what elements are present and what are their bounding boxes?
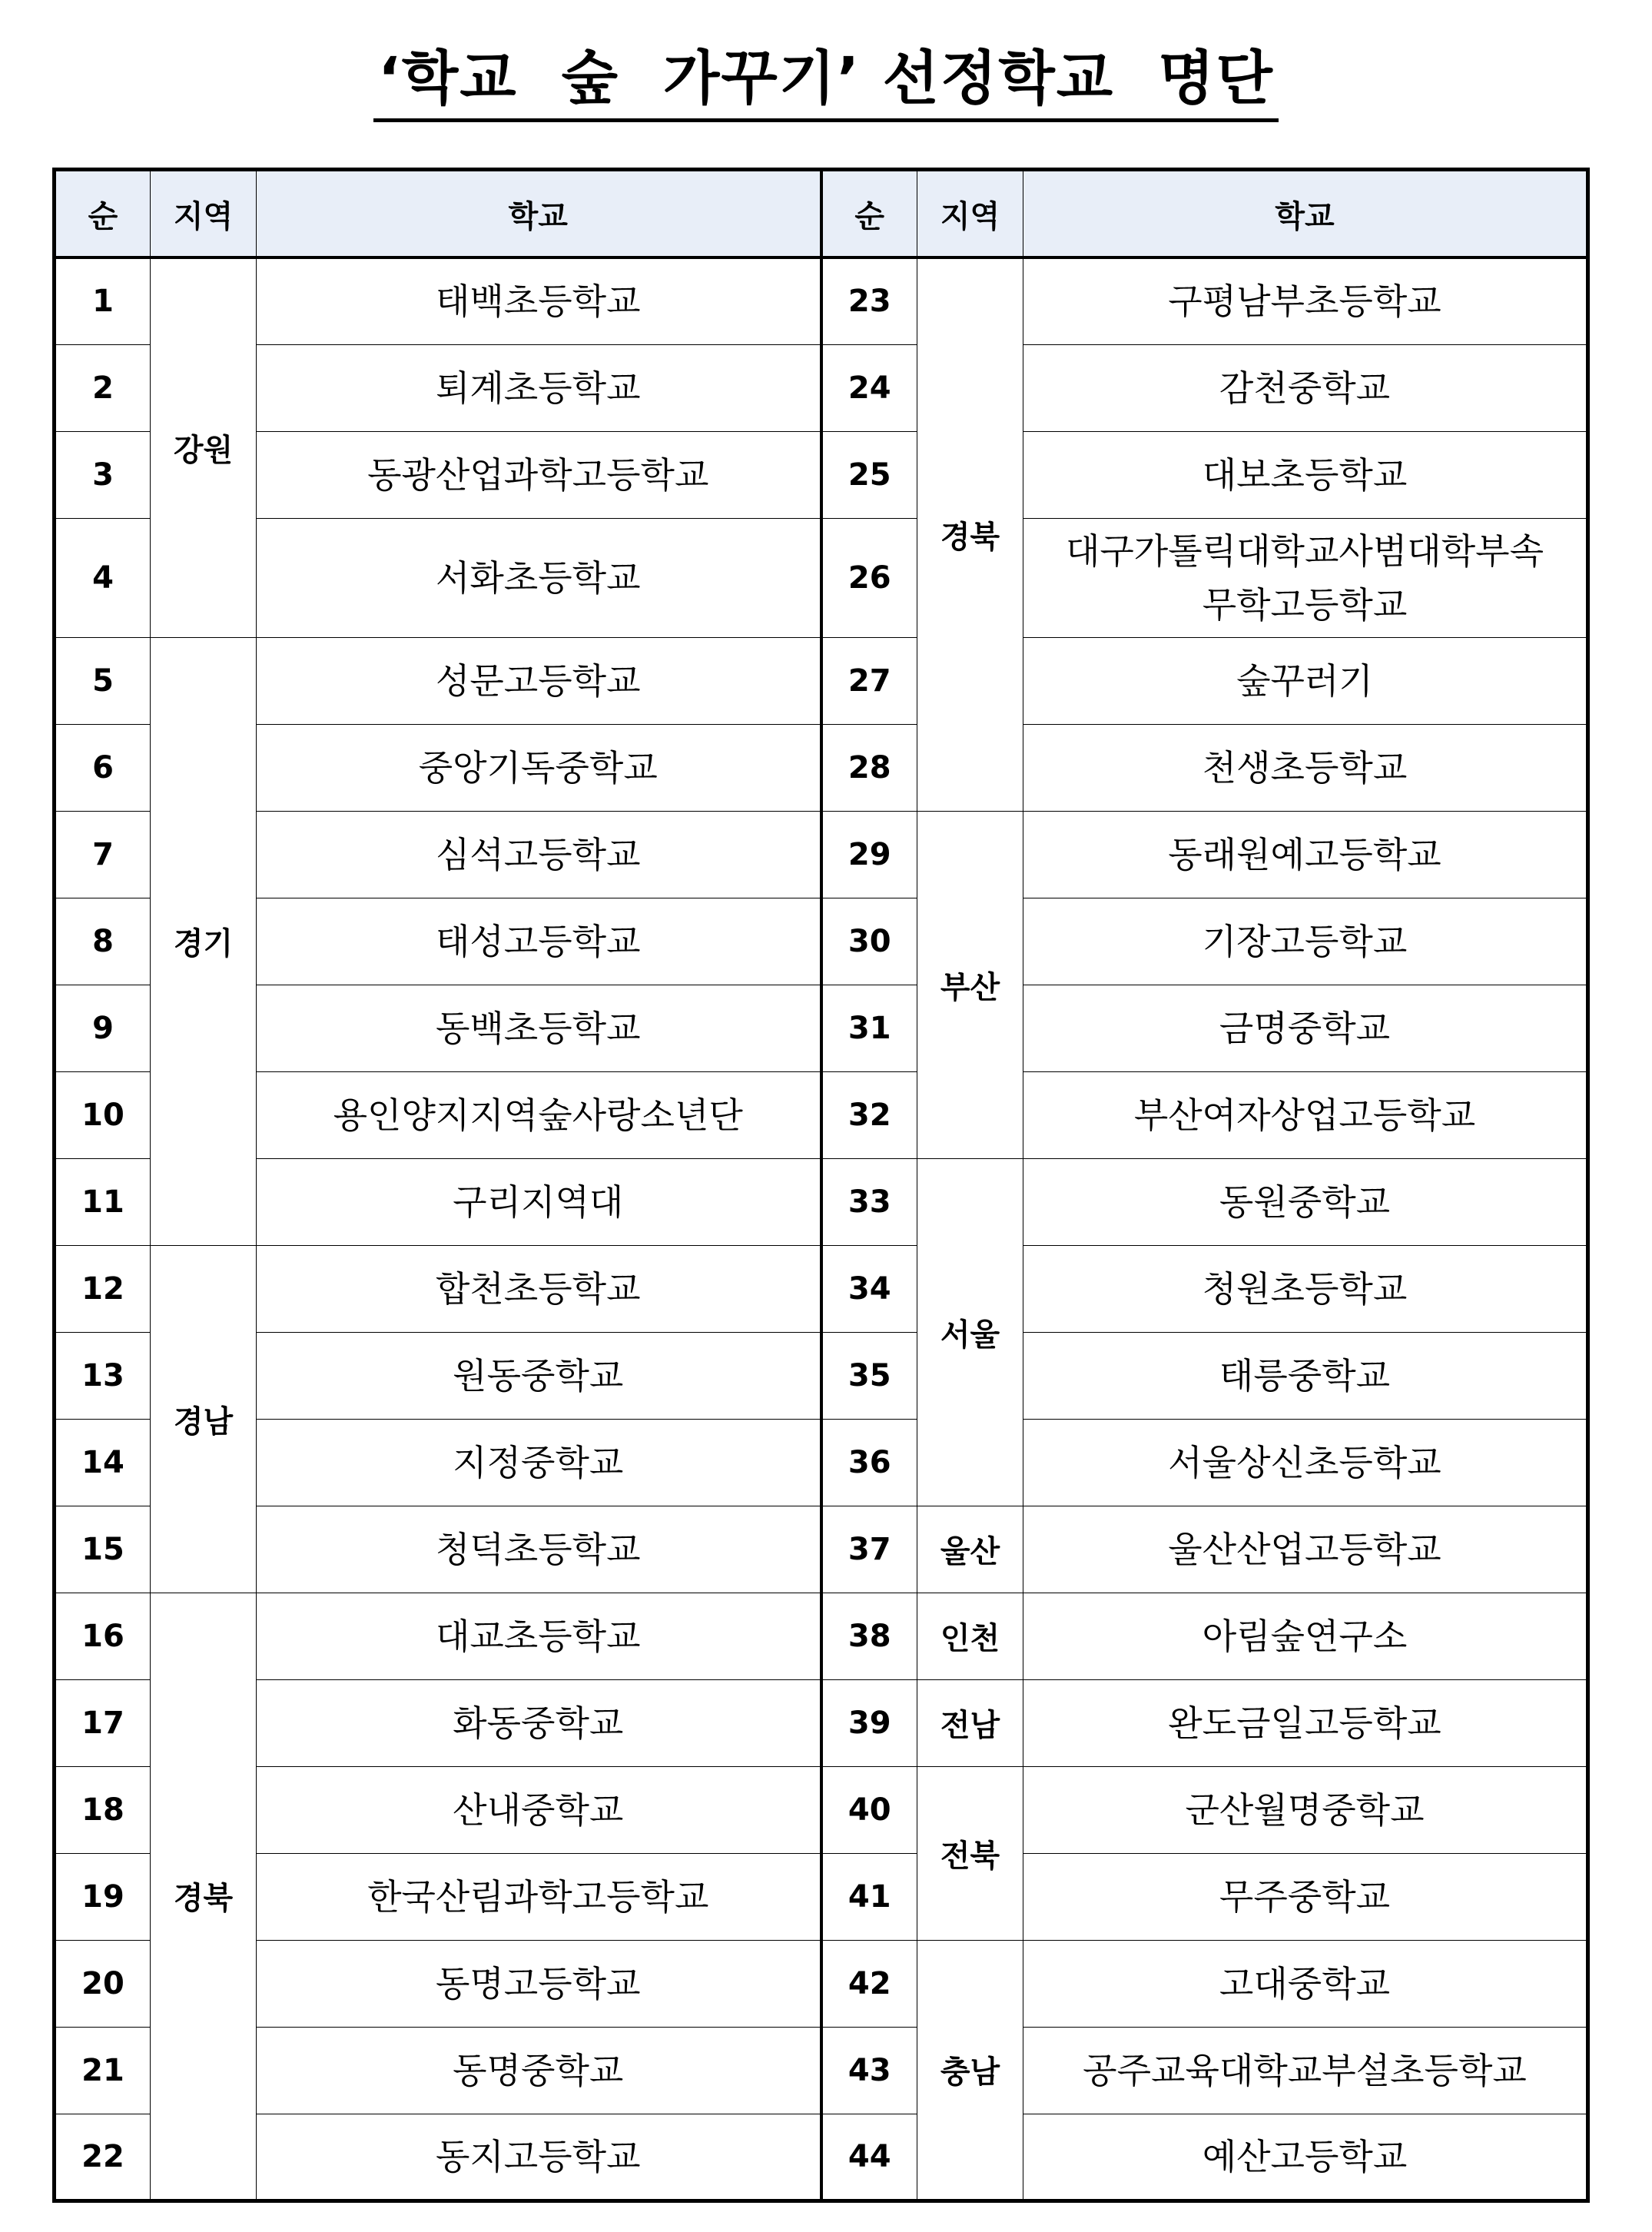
school-name-line2: 무학고등학교 xyxy=(1202,583,1408,626)
school-name: 중앙기독중학교 xyxy=(257,724,821,811)
table-row xyxy=(55,518,1588,637)
region-cell: 경북 xyxy=(151,1593,257,2200)
row-number: 18 xyxy=(55,1766,151,1853)
school-name: 심석고등학교 xyxy=(257,811,821,898)
school-name: 동원중학교 xyxy=(1023,1158,1588,1245)
table-row xyxy=(55,257,1588,344)
region-cell: 전남 xyxy=(917,1679,1023,1766)
school-name: 부산여자상업고등학교 xyxy=(1023,1071,1588,1158)
row-number: 27 xyxy=(821,637,917,724)
row-number: 6 xyxy=(55,724,151,811)
school-name: 아림숲연구소 xyxy=(1023,1593,1588,1679)
table-row xyxy=(55,1158,1588,1245)
school-name: 군산월명중학교 xyxy=(1023,1766,1588,1853)
row-number: 23 xyxy=(821,257,917,344)
school-name: 태릉중학교 xyxy=(1023,1332,1588,1419)
school-name: 공주교육대학교부설초등학교 xyxy=(1023,2027,1588,2114)
school-name: 지정중학교 xyxy=(257,1419,821,1506)
school-name: 용인양지지역숲사랑소년단 xyxy=(257,1071,821,1158)
table-row xyxy=(55,1593,1588,1679)
school-name: 서울상신초등학교 xyxy=(1023,1419,1588,1506)
header-row xyxy=(55,170,1588,258)
school-name: 합천초등학교 xyxy=(257,1245,821,1332)
school-name: 천생초등학교 xyxy=(1023,724,1588,811)
school-name: 원동중학교 xyxy=(257,1332,821,1419)
row-number: 15 xyxy=(55,1506,151,1593)
school-name: 완도금일고등학교 xyxy=(1023,1679,1588,1766)
region-cell: 서울 xyxy=(917,1158,1023,1506)
table-row xyxy=(55,1853,1588,1940)
row-number: 36 xyxy=(821,1419,917,1506)
document-title: ‘학교 숲 가꾸기’ 선정학교 명단 xyxy=(373,40,1279,122)
school-name: 태성고등학교 xyxy=(257,898,821,985)
region-cell: 경남 xyxy=(151,1245,257,1593)
table-row xyxy=(55,1679,1588,1766)
school-name: 동지고등학교 xyxy=(257,2114,821,2200)
school-name: 산내중학교 xyxy=(257,1766,821,1853)
row-number: 20 xyxy=(55,1940,151,2027)
school-name: 동명중학교 xyxy=(257,2027,821,2114)
row-number: 30 xyxy=(821,898,917,985)
region-cell: 부산 xyxy=(917,811,1023,1158)
table-row xyxy=(55,2114,1588,2200)
table-row xyxy=(55,1766,1588,1853)
school-name: 동래원예고등학교 xyxy=(1023,811,1588,898)
header-school-right: 학교 xyxy=(1023,170,1588,258)
table-row xyxy=(55,898,1588,985)
school-name: 숲꾸러기 xyxy=(1023,637,1588,724)
school-name: 태백초등학교 xyxy=(257,257,821,344)
table-row xyxy=(55,1419,1588,1506)
school-name: 구리지역대 xyxy=(257,1158,821,1245)
row-number: 21 xyxy=(55,2027,151,2114)
row-number: 39 xyxy=(821,1679,917,1766)
table-row xyxy=(55,1071,1588,1158)
row-number: 38 xyxy=(821,1593,917,1679)
header-school-left: 학교 xyxy=(257,170,821,258)
row-number: 42 xyxy=(821,1940,917,2027)
table-row xyxy=(55,1506,1588,1593)
row-number: 7 xyxy=(55,811,151,898)
region-cell: 경기 xyxy=(151,637,257,1245)
row-number: 33 xyxy=(821,1158,917,1245)
school-name: 울산산업고등학교 xyxy=(1023,1506,1588,1593)
table-row xyxy=(55,811,1588,898)
row-number: 11 xyxy=(55,1158,151,1245)
row-number: 12 xyxy=(55,1245,151,1332)
row-number: 8 xyxy=(55,898,151,985)
school-name: 청원초등학교 xyxy=(1023,1245,1588,1332)
table-row xyxy=(55,724,1588,811)
row-number: 1 xyxy=(55,257,151,344)
school-name: 고대중학교 xyxy=(1023,1940,1588,2027)
header-region-left: 지역 xyxy=(151,170,257,258)
school-name: 동광산업과학고등학교 xyxy=(257,431,821,518)
row-number: 22 xyxy=(55,2114,151,2200)
table-row xyxy=(55,1332,1588,1419)
school-roster-table xyxy=(52,168,1590,2203)
row-number: 31 xyxy=(821,985,917,1071)
row-number: 32 xyxy=(821,1071,917,1158)
school-name: 대교초등학교 xyxy=(257,1593,821,1679)
school-name: 기장고등학교 xyxy=(1023,898,1588,985)
table-row xyxy=(55,637,1588,724)
school-name: 금명중학교 xyxy=(1023,985,1588,1071)
region-cell: 인천 xyxy=(917,1593,1023,1679)
row-number: 13 xyxy=(55,1332,151,1419)
row-number: 43 xyxy=(821,2027,917,2114)
table-row xyxy=(55,1940,1588,2027)
row-number: 4 xyxy=(55,518,151,637)
school-name-two-line xyxy=(1023,518,1588,637)
table-row xyxy=(55,344,1588,431)
school-name: 구평남부초등학교 xyxy=(1023,257,1588,344)
row-number: 17 xyxy=(55,1679,151,1766)
school-name: 한국산림과학고등학교 xyxy=(257,1853,821,1940)
row-number: 10 xyxy=(55,1071,151,1158)
school-name: 동명고등학교 xyxy=(257,1940,821,2027)
row-number: 14 xyxy=(55,1419,151,1506)
row-number: 9 xyxy=(55,985,151,1071)
row-number: 40 xyxy=(821,1766,917,1853)
region-cell: 충남 xyxy=(917,1940,1023,2200)
row-number: 5 xyxy=(55,637,151,724)
school-name: 퇴계초등학교 xyxy=(257,344,821,431)
row-number: 41 xyxy=(821,1853,917,1940)
school-name: 예산고등학교 xyxy=(1023,2114,1588,2200)
school-name: 화동중학교 xyxy=(257,1679,821,1766)
header-region-right: 지역 xyxy=(917,170,1023,258)
region-cell: 전북 xyxy=(917,1766,1023,1940)
row-number: 37 xyxy=(821,1506,917,1593)
document-title-wrap xyxy=(0,40,1652,122)
school-name: 성문고등학교 xyxy=(257,637,821,724)
row-number: 25 xyxy=(821,431,917,518)
row-number: 19 xyxy=(55,1853,151,1940)
header-no-right: 순 xyxy=(821,170,917,258)
school-name: 청덕초등학교 xyxy=(257,1506,821,1593)
row-number: 26 xyxy=(821,518,917,637)
region-cell: 경북 xyxy=(917,257,1023,811)
school-name: 감천중학교 xyxy=(1023,344,1588,431)
row-number: 28 xyxy=(821,724,917,811)
school-name: 무주중학교 xyxy=(1023,1853,1588,1940)
row-number: 3 xyxy=(55,431,151,518)
table-row xyxy=(55,431,1588,518)
region-cell: 울산 xyxy=(917,1506,1023,1593)
school-name: 대보초등학교 xyxy=(1023,431,1588,518)
row-number: 44 xyxy=(821,2114,917,2200)
row-number: 24 xyxy=(821,344,917,431)
school-name: 동백초등학교 xyxy=(257,985,821,1071)
table-row xyxy=(55,1245,1588,1332)
table-row xyxy=(55,2027,1588,2114)
school-name-line1: 대구가톨릭대학교사범대학부속 xyxy=(1065,530,1544,572)
header-no-left: 순 xyxy=(55,170,151,258)
row-number: 16 xyxy=(55,1593,151,1679)
row-number: 35 xyxy=(821,1332,917,1419)
row-number: 29 xyxy=(821,811,917,898)
school-name: 서화초등학교 xyxy=(257,518,821,637)
table-row xyxy=(55,985,1588,1071)
row-number: 2 xyxy=(55,344,151,431)
region-cell: 강원 xyxy=(151,257,257,637)
row-number: 34 xyxy=(821,1245,917,1332)
